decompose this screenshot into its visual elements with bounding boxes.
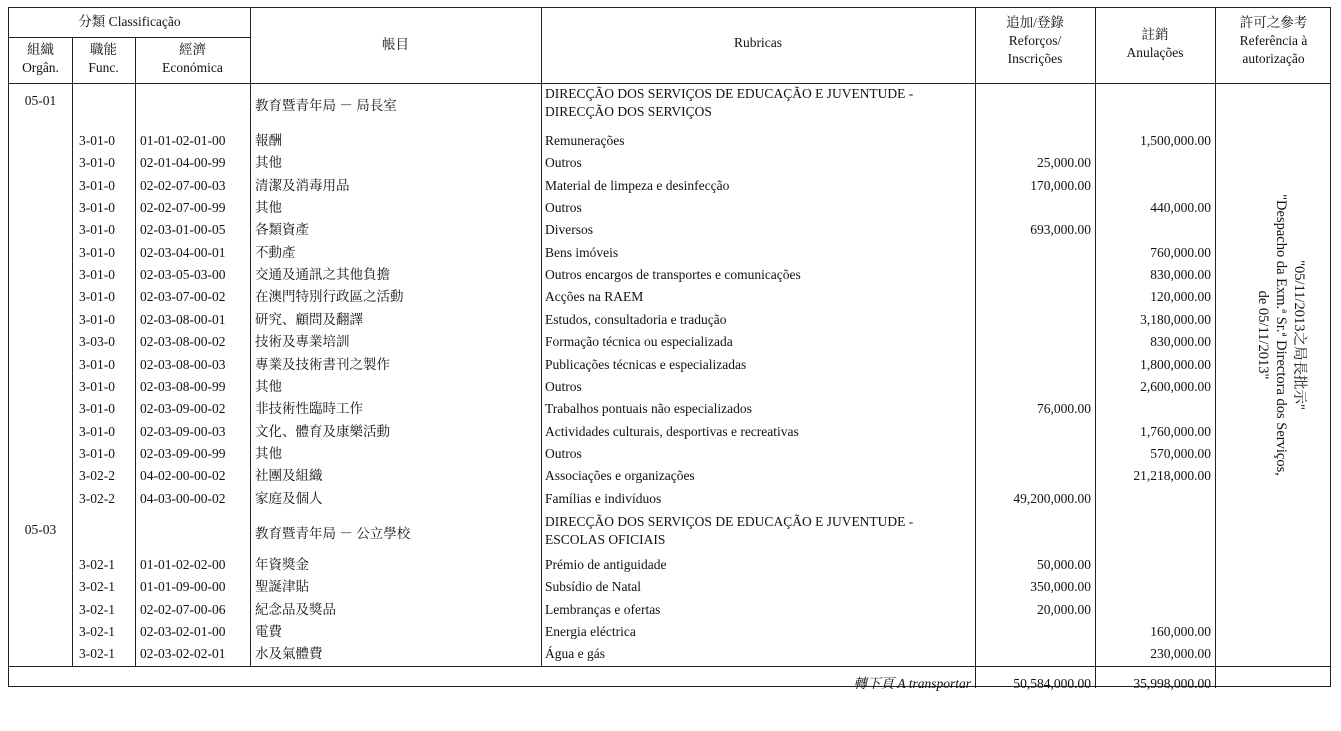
economic-code: 02-01-04-00-99: [140, 155, 226, 171]
economic-code: 02-03-02-01-00: [140, 624, 226, 640]
functional-code: 3-01-0: [79, 356, 115, 372]
functional-code: 3-02-1: [79, 624, 115, 640]
economic-code: 02-03-09-00-02: [140, 401, 226, 417]
functional-code: 3-01-0: [79, 155, 115, 171]
reinforcement-amount: 49,200,000.00: [1013, 490, 1091, 506]
header-account: 帳目: [382, 37, 409, 52]
account-zh: 紀念品及獎品: [255, 601, 336, 617]
annulment-amount: 1,500,000.00: [1140, 133, 1211, 148]
table-row: [9, 152, 1215, 174]
rubrica-pt: Subsídio de Natal: [545, 579, 641, 595]
rubrica-pt: Remunerações: [545, 133, 625, 148]
rubrica-pt: Publicações técnicas e especializadas: [545, 356, 747, 372]
table-row: [9, 488, 1215, 510]
section-title-zh: 教育暨青年局 － 公立學校: [255, 526, 411, 541]
table-row: [9, 219, 1215, 241]
table-row: [9, 197, 1215, 219]
functional-code: 3-01-0: [79, 222, 115, 238]
section-title-pt: DIRECÇÃO DOS SERVIÇOS DE EDUCAÇÃO E JUVENTUDE - DIRECÇÃO DOS SERVIÇOS: [545, 86, 914, 119]
table-row: [9, 175, 1215, 197]
annulment-amount: 760,000.00: [1150, 244, 1211, 260]
account-zh: 其他: [255, 445, 282, 461]
functional-code: 3-01-0: [79, 445, 115, 461]
rubrica-pt: Diversos: [545, 222, 593, 238]
reinforcement-amount: 350,000.00: [1030, 579, 1091, 595]
rubrica-pt: Água e gás: [545, 646, 605, 662]
section-code: 05-01: [24, 93, 57, 108]
economic-code: 02-03-01-00-05: [140, 222, 226, 238]
account-zh: 各類資產: [255, 222, 309, 238]
annulment-amount: 830,000.00: [1150, 334, 1211, 350]
table-row: [9, 376, 1215, 398]
account-zh: 報酬: [255, 133, 282, 148]
functional-code: 3-01-0: [79, 423, 115, 439]
functional-code: 3-01-0: [79, 311, 115, 327]
functional-code: 3-02-1: [79, 601, 115, 617]
section-title-pt: DIRECÇÃO DOS SERVIÇOS DE EDUCAÇÃO E JUVENTUDE - ESCOLAS OFICIAIS: [545, 514, 914, 547]
annulment-amount: 1,800,000.00: [1140, 356, 1211, 372]
reinforcement-amount: 25,000.00: [1037, 155, 1091, 171]
section-title-zh: 教育暨青年局 － 局長室: [255, 98, 397, 113]
table-row: [9, 599, 1215, 621]
account-zh: 不動產: [255, 244, 296, 260]
rubrica-pt: Material de limpeza e desinfecção: [545, 177, 730, 193]
table-row: [9, 130, 1215, 152]
account-zh: 社團及組織: [255, 468, 323, 484]
functional-code: 3-01-0: [79, 267, 115, 283]
reinforcement-amount: 20,000.00: [1037, 601, 1091, 617]
economic-code: 02-02-07-00-99: [140, 200, 226, 216]
economic-code: 01-01-02-01-00: [140, 133, 226, 148]
annulment-amount: 21,218,000.00: [1133, 468, 1211, 484]
table-row: [9, 242, 1215, 264]
functional-code: 3-01-0: [79, 177, 115, 193]
account-zh: 電費: [255, 624, 282, 640]
rubrica-pt: Outros: [545, 445, 582, 461]
rubrica-pt: Outros encargos de transportes e comunicações: [545, 267, 801, 283]
functional-code: 3-01-0: [79, 133, 115, 148]
reinforcement-amount: 693,000.00: [1030, 222, 1091, 238]
rubrica-pt: Associações e organizações: [545, 468, 695, 484]
economic-code: 01-01-02-02-00: [140, 557, 226, 572]
rubrica-pt: Trabalhos pontuais não especializados: [545, 401, 752, 417]
economic-code: 04-02-00-00-02: [140, 468, 226, 484]
account-zh: 在澳門特別行政區之活動: [255, 289, 404, 305]
economic-code: 02-03-04-00-01: [140, 244, 226, 260]
table-row: [9, 621, 1215, 643]
account-zh: 清潔及消毒用品: [255, 177, 350, 193]
total-annulments: 35,998,000.00: [1133, 676, 1211, 691]
functional-code: 3-01-0: [79, 200, 115, 216]
rubrica-pt: Outros: [545, 378, 582, 394]
reinforcement-amount: 76,000.00: [1037, 401, 1091, 417]
rubrica-pt: Formação técnica ou especializada: [545, 334, 733, 350]
table-row: [9, 354, 1215, 376]
header-authorization: 許可之參考 Referência à autorização: [1239, 15, 1308, 66]
table-row: [9, 554, 1215, 576]
economic-code: 02-03-05-03-00: [140, 267, 226, 283]
annulment-amount: 230,000.00: [1150, 646, 1211, 662]
table-row: [9, 331, 1215, 353]
rubrica-pt: Estudos, consultadoria e tradução: [545, 311, 727, 327]
header-reinforcements: 追加/登錄 Reforços/ Inscrições: [1006, 15, 1064, 66]
header-classification: 分類 Classificação: [78, 14, 181, 29]
account-zh: 家庭及個人: [255, 490, 323, 506]
economic-code: 02-02-07-00-03: [140, 177, 226, 193]
annulment-amount: 3,180,000.00: [1140, 311, 1211, 327]
functional-code: 3-03-0: [79, 334, 115, 350]
annulment-amount: 2,600,000.00: [1140, 378, 1211, 394]
rubrica-pt: Prémio de antiguidade: [545, 557, 667, 572]
economic-code: 01-01-09-00-00: [140, 579, 226, 595]
table-row: [9, 398, 1215, 420]
account-zh: 聖誕津貼: [255, 579, 309, 595]
rubrica-pt: Outros: [545, 200, 582, 216]
rubrica-pt: Acções na RAEM: [545, 289, 644, 305]
annulment-amount: 570,000.00: [1150, 445, 1211, 461]
table-row: [9, 576, 1215, 598]
table-row: [9, 465, 1215, 487]
economic-code: 02-03-08-00-03: [140, 356, 226, 372]
annulment-amount: 1,760,000.00: [1140, 423, 1211, 439]
total-reinforcements: 50,584,000.00: [1013, 676, 1091, 691]
table-row: [9, 443, 1215, 465]
account-zh: 研究、顧問及翻譯: [255, 311, 363, 327]
account-zh: 文化、體育及康樂活動: [255, 423, 390, 439]
annulment-amount: 830,000.00: [1150, 267, 1211, 283]
annulment-amount: 160,000.00: [1150, 624, 1211, 640]
economic-code: 02-02-07-00-06: [140, 601, 226, 617]
section-code: 05-03: [24, 522, 57, 537]
account-zh: 水及氣體費: [255, 646, 323, 662]
table-row: [9, 286, 1215, 308]
rubrica-pt: Famílias e indivíduos: [545, 490, 662, 506]
table-row: [9, 264, 1215, 286]
functional-code: 3-02-1: [79, 557, 115, 572]
account-zh: 年資獎金: [255, 557, 309, 572]
reinforcement-amount: 170,000.00: [1030, 177, 1091, 193]
header-economic: 經濟 Económica: [162, 42, 223, 75]
account-zh: 專業及技術書刊之製作: [255, 356, 390, 372]
economic-code: 02-03-09-00-03: [140, 423, 226, 439]
annulment-amount: 120,000.00: [1150, 289, 1211, 305]
budget-table: 分類 Classificação 組織 Orgân. 職能 Func. 經濟 Económica 帳目 Rubricas 追加/登錄 Reforços/ Inscrições 註銷 Anulações 許可之參考 Referência à autorização 05-01 教育暨青年局 － 局長室 DIRECÇÃO DOS SERVIÇOS DE EDUCAÇÃO E JUVENTUDE - DIRECÇÃO DOS SERVIÇOS 05-03 教育暨青年局 － 公立學校 DIRECÇÃO DOS SERVIÇOS DE EDUCAÇÃO E JUVENTUDE - ESCOLAS OFICIAIS 3-01-0 01-01-02-01-00 報酬 Remunerações 1,500,000.00 3-01-0 02-01-04-00-99 其他 Outros 25,000.00 3-01-0 02-02-07-00-03 清潔及消毒用品 Material de limpeza e desinfecção 170,000.00 3-01-0 02-02-07-00-99 其他 Outros 440,000.00 3-01-0 02-03-01-00-05 各類資產 Diversos 693,000.00 3-01-0 02-03-04-00-01 不動產 Bens imóveis 760,000.00 3-01-0 02-03-05-03-00 交通及通訊之其他負擔 Outros encargos de transportes e comunicações 830,000.00 3-01-0 02-03-07-00-02 在澳門特別行政區之活動 Acções na RAEM 120,000.00 3-01-0 02-03-08-00-01 研究、顧問及翻譯 Estudos, consultadoria e tradução 3,180,000.00 3-03-0 02-03-08-00-02 技術及專業培訓 Formação técnica ou especializada 830,000.00 3-01-0 02-03-08-00-03 專業及技術書刊之製作 Publicações técnicas e especializadas 1,800,000.00 3-01-0 02-03-08-00-99 其他 Outros 2,600,000.00 3-01-0 02-03-09-00-02 非技術性臨時工作 Trabalhos pontuais não especializados 76,000.00 3-01-0 02-03-09-00-03 文化、體育及康樂活動 Actividades culturais, desportivas e recreativas 1,760,000.00 3-01-0 02-03-09-00-99 其他 Outros 570,000.00 3-02-2 04-02-00-00-02 社團及組織 Associações e organizações 21,218,000.00 3-02-2 04-03-00-00-02 家庭及個人 Famílias e indivíduos 49,200,000.00 3-02-1 01-01-02-02-00 年資獎金 Prémio de antiguidade 50,000.00 3-02-1 01-01-09-00-00 聖誕津貼 Subsídio de Natal 350,000.00 3-02-1 02-02-07-00-06 紀念品及獎品 Lembranças e ofertas 20,000.00 3-02-1 02-03-02-01-00 電費 Energia eléctrica 160,000.00 3-02-1 02-03-02-02-01 水及氣體費 Água e gás 230,000.00 "05/11/2013之局長批示" "Despacho da Exm.ª Sr.ª Directora dos Serviços, de 05/11/2013" 轉下頁 A transportar 50,584,000.00 35,998,000.00: [8, 7, 1331, 687]
functional-code: 3-02-1: [79, 579, 115, 595]
economic-code: 02-03-02-02-01: [140, 646, 226, 662]
functional-code: 3-02-2: [79, 490, 115, 506]
transport-label: 轉下頁 A transportar: [853, 676, 971, 691]
header-annulments: 註銷 Anulações: [1126, 27, 1184, 60]
account-zh: 其他: [255, 200, 282, 216]
reinforcement-amount: 50,000.00: [1037, 557, 1091, 572]
rubrica-pt: Energia eléctrica: [545, 624, 636, 640]
functional-code: 3-01-0: [79, 289, 115, 305]
account-zh: 非技術性臨時工作: [255, 401, 363, 417]
table-row: [9, 421, 1215, 443]
account-zh: 技術及專業培訓: [255, 334, 350, 350]
economic-code: 02-03-08-00-02: [140, 334, 226, 350]
functional-code: 3-01-0: [79, 401, 115, 417]
account-zh: 其他: [255, 378, 282, 394]
economic-code: 02-03-09-00-99: [140, 445, 226, 461]
header-organic: 組織 Orgân.: [22, 42, 59, 75]
rubrica-pt: Lembranças e ofertas: [545, 601, 661, 617]
functional-code: 3-02-1: [79, 646, 115, 662]
rubrica-pt: Outros: [545, 155, 582, 171]
rubrica-pt: Actividades culturais, desportivas e recreativas: [545, 423, 799, 439]
economic-code: 02-03-08-00-99: [140, 378, 226, 394]
economic-code: 02-03-08-00-01: [140, 311, 226, 327]
functional-code: 3-01-0: [79, 244, 115, 260]
header-functional: 職能 Func.: [88, 42, 119, 75]
annulment-amount: 440,000.00: [1150, 200, 1211, 216]
economic-code: 04-03-00-00-02: [140, 490, 226, 506]
account-zh: 交通及通訊之其他負擔: [255, 267, 390, 283]
rubrica-pt: Bens imóveis: [545, 244, 619, 260]
account-zh: 其他: [255, 155, 282, 171]
functional-code: 3-02-2: [79, 468, 115, 484]
economic-code: 02-03-07-00-02: [140, 289, 226, 305]
header-rubricas: Rubricas: [734, 35, 782, 50]
table-row: [9, 643, 1215, 665]
table-row: [9, 309, 1215, 331]
functional-code: 3-01-0: [79, 378, 115, 394]
